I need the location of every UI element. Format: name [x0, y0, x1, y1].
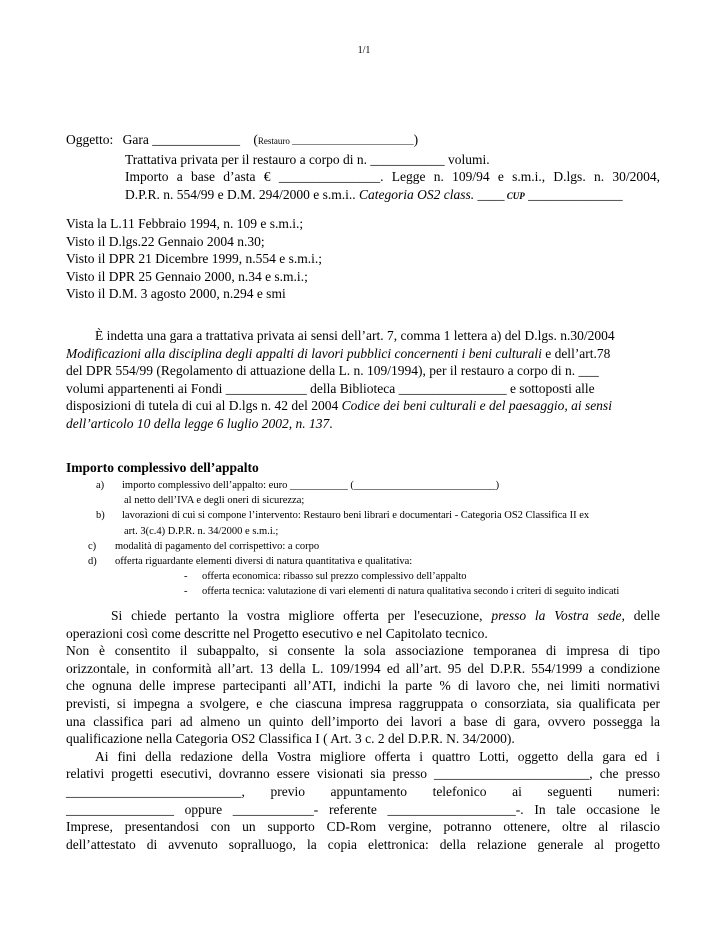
- oggetto-cup: CUP: [504, 190, 525, 201]
- oggetto-line-3: Importo a base d’asta € _______________. Legge n. 109/94 e s.m.i., D.lgs. n. 30/2004,: [125, 169, 660, 185]
- chiede-line-13: Imprese, presentandosi con un supporto CD-Rom vergine, potranno ottenere, oltre al rilascio: [66, 819, 660, 835]
- visto-line: Visto il D.lgs.22 Gennaio 2004 n.30;: [66, 233, 265, 249]
- oggetto-label: Oggetto:: [66, 132, 114, 147]
- sub-item-economica-text: offerta economica: ribasso sul prezzo complessivo dell’appalto: [202, 571, 467, 583]
- chiede-paragraph: [66, 607, 660, 853]
- indetta-articolo: dell’articolo 10 della legge 6 luglio 2002, n. 137: [66, 415, 330, 431]
- oggetto-restauro: Restauro ___________________________: [257, 136, 414, 146]
- oggetto-line-2: Trattativa privata per il restauro a corpo di n. ___________ volumi.: [125, 151, 490, 167]
- indetta-line-4: volumi appartenenti ai Fondi ____________ della Biblioteca ________________ e sottoposti alle: [66, 380, 595, 396]
- dash-bullet: -: [184, 571, 188, 583]
- oggetto-dpr: D.P.R. n. 554/99 e D.M. 294/2000 e s.m.i..: [125, 186, 360, 202]
- sub-item-economica: [66, 569, 666, 584]
- indetta-line-6: [66, 415, 660, 433]
- dash-bullet: -: [184, 586, 188, 598]
- indetta-paragraph: [66, 327, 660, 433]
- list-item-d-text: offerta riguardante elementi diversi di natura quantitativa e qualitativa:: [115, 556, 413, 568]
- visto-line: Vista la L.11 Febbraio 1994, n. 109 e s.m.i.;: [66, 216, 304, 231]
- list-item-a: [66, 478, 666, 493]
- importo-section: [66, 459, 660, 477]
- indetta-art78: e dell’art.78: [541, 345, 611, 361]
- oggetto-paren-open: (: [253, 132, 258, 147]
- chiede-line-7: una classifica pari ad almeno un quinto dell’importo dei lavori a base di gara, ovvero possegga la: [66, 713, 660, 729]
- list-item-a-text: importo complessivo dell’appalto: euro ___________ (___________________________): [122, 480, 500, 491]
- list-item-c-text: modalità di pagamento del corrispettivo: a corpo: [115, 540, 320, 552]
- page-number: 1/1: [357, 45, 371, 56]
- chiede-line-12: ________________ oppure ____________- referente ___________________-. In tale occasione le: [66, 801, 660, 817]
- chiede-line-1: [66, 607, 660, 625]
- chiede-delle: delle: [624, 608, 660, 623]
- chiede-line-8: qualificazione nella Categoria OS2 Classifica I ( Art. 3 c. 2 del D.P.R. N. 34/2000).: [66, 731, 515, 747]
- oggetto-block: [66, 131, 660, 205]
- importo-heading: Importo complessivo dell’appalto: [66, 460, 259, 475]
- importo-list: [66, 478, 666, 600]
- indetta-period: .: [329, 415, 333, 431]
- indetta-line-5: [66, 397, 660, 415]
- list-item-c: [66, 539, 666, 554]
- chiede-line-2: operazioni così come descritte nel Progetto esecutivo e nel Capitolato tecnico.: [66, 625, 488, 641]
- indetta-line-1: È indetta una gara a trattativa privata ai sensi dell’art. 7, comma 1 lettera a) del D.lgs. n.30/2004: [95, 328, 615, 343]
- indetta-line-3: del DPR 554/99 (Regolamento di attuazione della L. n. 109/1994), per il restauro a corpo di n. ___: [66, 363, 599, 379]
- visto-line: Visto il DPR 25 Gennaio 2000, n.34 e s.m.i.;: [66, 268, 308, 284]
- list-marker: a): [96, 480, 105, 491]
- chiede-line-6: previsti, si impegna a svolgere, e che ciascuna impresa raggruppata o consorziata, sia qualificata per: [66, 695, 660, 711]
- sub-item-tecnica: [66, 584, 666, 599]
- indetta-codice: Codice dei beni culturali e del paesaggio, ai sensi: [341, 398, 612, 414]
- list-marker: d): [88, 556, 97, 568]
- list-item-b: [66, 508, 666, 523]
- indetta-line-2: [66, 345, 660, 363]
- indetta-modificazioni: Modificazioni alla disciplina degli appalti di lavori pubblici concernenti i beni culturali: [66, 345, 542, 361]
- oggetto-cup-blank: ______________: [524, 186, 623, 202]
- visti-block: [66, 215, 660, 303]
- oggetto-line-4: [66, 186, 660, 206]
- list-item-d: [66, 554, 666, 569]
- chiede-line-11: __________________________, previo appuntamento telefonico ai seguenti numeri:: [66, 783, 660, 799]
- chiede-line-14: dell’attestato di avvenuto sopralluogo, la copia elettronica: della relazione generale al progetto: [66, 836, 660, 852]
- chiede-presso: presso la Vostra sede,: [491, 608, 625, 623]
- visto-line: Visto il D.M. 3 agosto 2000, n.294 e smi: [66, 286, 286, 302]
- chiede-line-4: orizzontale, in conformità all’art. 13 della L. 109/1994 ed all’art. 95 del D.P.R. 554/1999 a condizione: [66, 660, 660, 676]
- list-marker: b): [96, 510, 105, 522]
- chiede-text-a: Si chiede pertanto la vostra migliore offerta per l'esecuzione,: [111, 608, 492, 623]
- oggetto-gara: Gara _____________: [122, 132, 240, 147]
- list-item-b-cont: art. 3(c.4) D.P.R. n. 34/2000 e s.m.i.;: [124, 525, 279, 537]
- oggetto-categoria: Categoria OS2 class. ____: [359, 186, 505, 202]
- visto-line: Visto il DPR 21 Dicembre 1999, n.554 e s.m.i.;: [66, 251, 323, 267]
- list-item-b-text: lavorazioni di cui si compone l’intervento: Restauro beni librari e documentari - Categoria OS2 Classifica II ex: [122, 510, 590, 522]
- chiede-line-5: che ognuna delle imprese partecipanti all’ATI, indichi la parte % di lavoro che, nei limiti normativi: [66, 678, 660, 694]
- oggetto-line-1: [66, 131, 660, 151]
- indetta-disposizioni: disposizioni di tutela di cui al D.lgs n. 42 del 2004: [66, 398, 342, 414]
- list-item-a-cont: al netto dell’IVA e degli oneri di sicurezza;: [124, 495, 305, 507]
- chiede-line-9: Ai fini della redazione della Vostra migliore offerta i quattro Lotti, oggetto della gara ed i: [95, 748, 660, 764]
- chiede-line-3: Non è consentito il subappalto, si consente la sola associazione temporanea di impresa di tipo: [66, 643, 660, 659]
- sub-item-tecnica-text: offerta tecnica: valutazione di vari elementi di natura qualitativa secondo i criteri di seguito indicati: [202, 586, 620, 598]
- chiede-line-10: relativi progetti esecutivi, dovranno essere visionati sia presso _______________________, che presso: [66, 766, 660, 782]
- list-marker: c): [88, 540, 97, 552]
- oggetto-paren-close: ): [413, 132, 419, 147]
